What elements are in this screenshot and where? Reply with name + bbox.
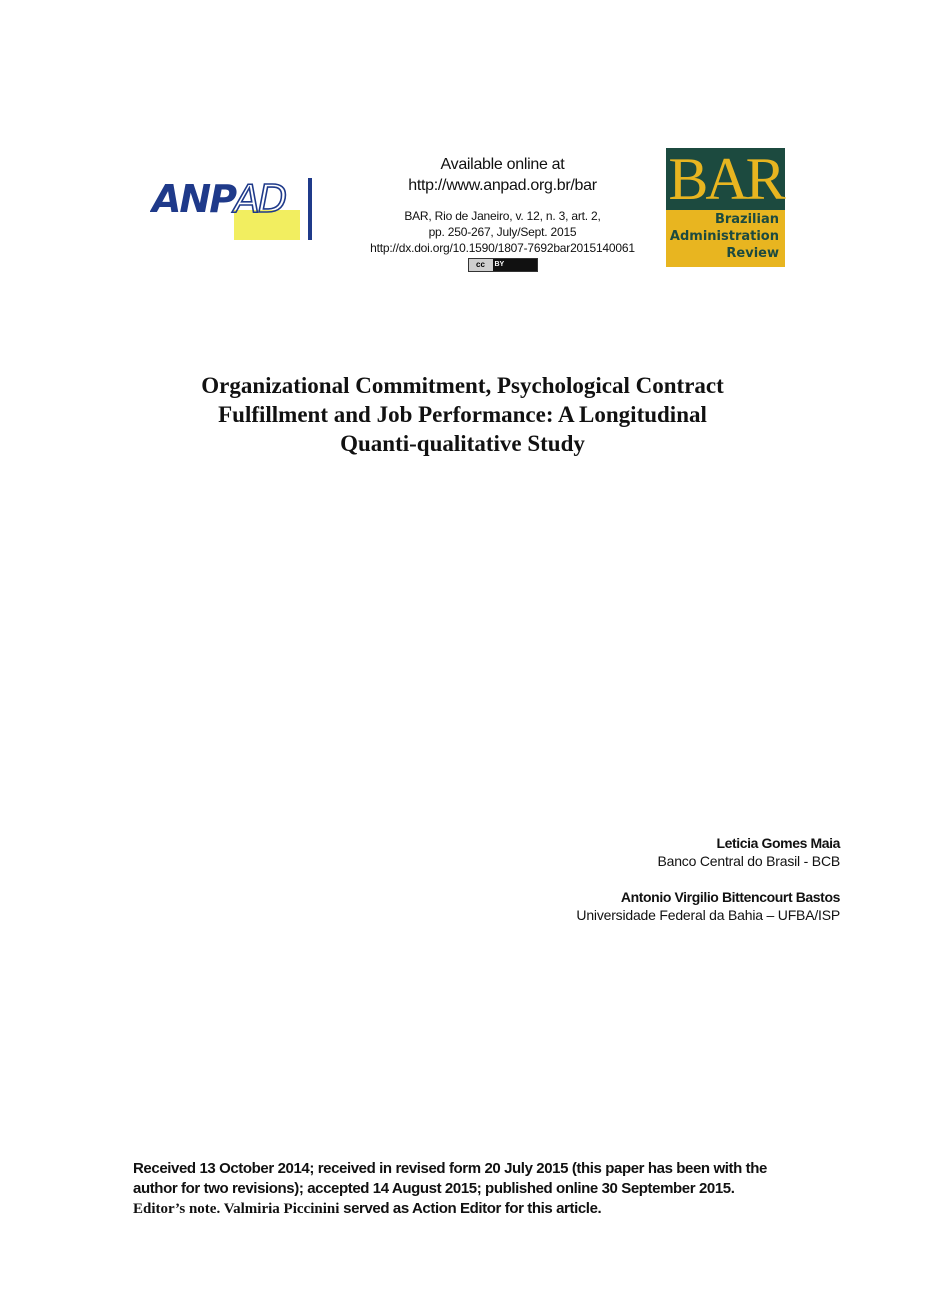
svg-text:AD: AD [234,177,286,221]
history-line-2: author for two revisions); accepted 14 August 2015; published online 30 September 2015. [133,1180,735,1197]
submission-history [133,1159,833,1219]
editor-note [133,1199,833,1219]
citation-line-2: pp. 250-267, July/Sept. 2015 [428,225,577,239]
citation [330,208,675,256]
article-title [140,371,785,458]
author-list [576,834,840,924]
author-affiliation: Banco Central do Brasil - BCB [657,853,840,869]
history-line-1: Received 13 October 2014; received in revised form 20 July 2015 (this paper has been with the [133,1160,767,1177]
editor-note-label: Editor’s note. Valmiria Piccinini [133,1201,340,1217]
author-name: Leticia Gomes Maia [716,835,840,851]
editor-note-text: served as Action Editor for this article. [339,1200,602,1217]
title-line-2: Fulfillment and Job Performance: A Longitudinal [218,402,707,427]
bar-logo-letters: BAR [668,146,783,212]
cc-icon: cc [469,259,493,271]
available-online-text: Available online at [440,156,565,173]
bar-logo-subtitle: Brazilian Administration Review [669,212,779,261]
author-name: Antonio Virgilio Bittencourt Bastos [620,889,840,905]
svg-text:ANP: ANP [152,177,236,221]
by-label: BY [494,261,505,268]
title-line-3: Quanti-qualitative Study [340,431,585,456]
journal-header [330,154,675,274]
author [576,834,840,870]
bar-logo [666,148,785,267]
cc-by-license-badge[interactable] [468,258,538,272]
author-affiliation: Universidade Federal da Bahia – UFBA/ISP [576,907,840,923]
author [576,888,840,924]
anpad-logo [150,172,320,244]
citation-line-1: BAR, Rio de Janeiro, v. 12, n. 3, art. 2, [404,209,601,223]
doi-link[interactable]: http://dx.doi.org/10.1590/1807-7692bar2015140061 [370,241,635,255]
title-line-1: Organizational Commitment, Psychological Contract [201,373,724,398]
journal-url[interactable]: http://www.anpad.org.br/bar [408,177,597,194]
